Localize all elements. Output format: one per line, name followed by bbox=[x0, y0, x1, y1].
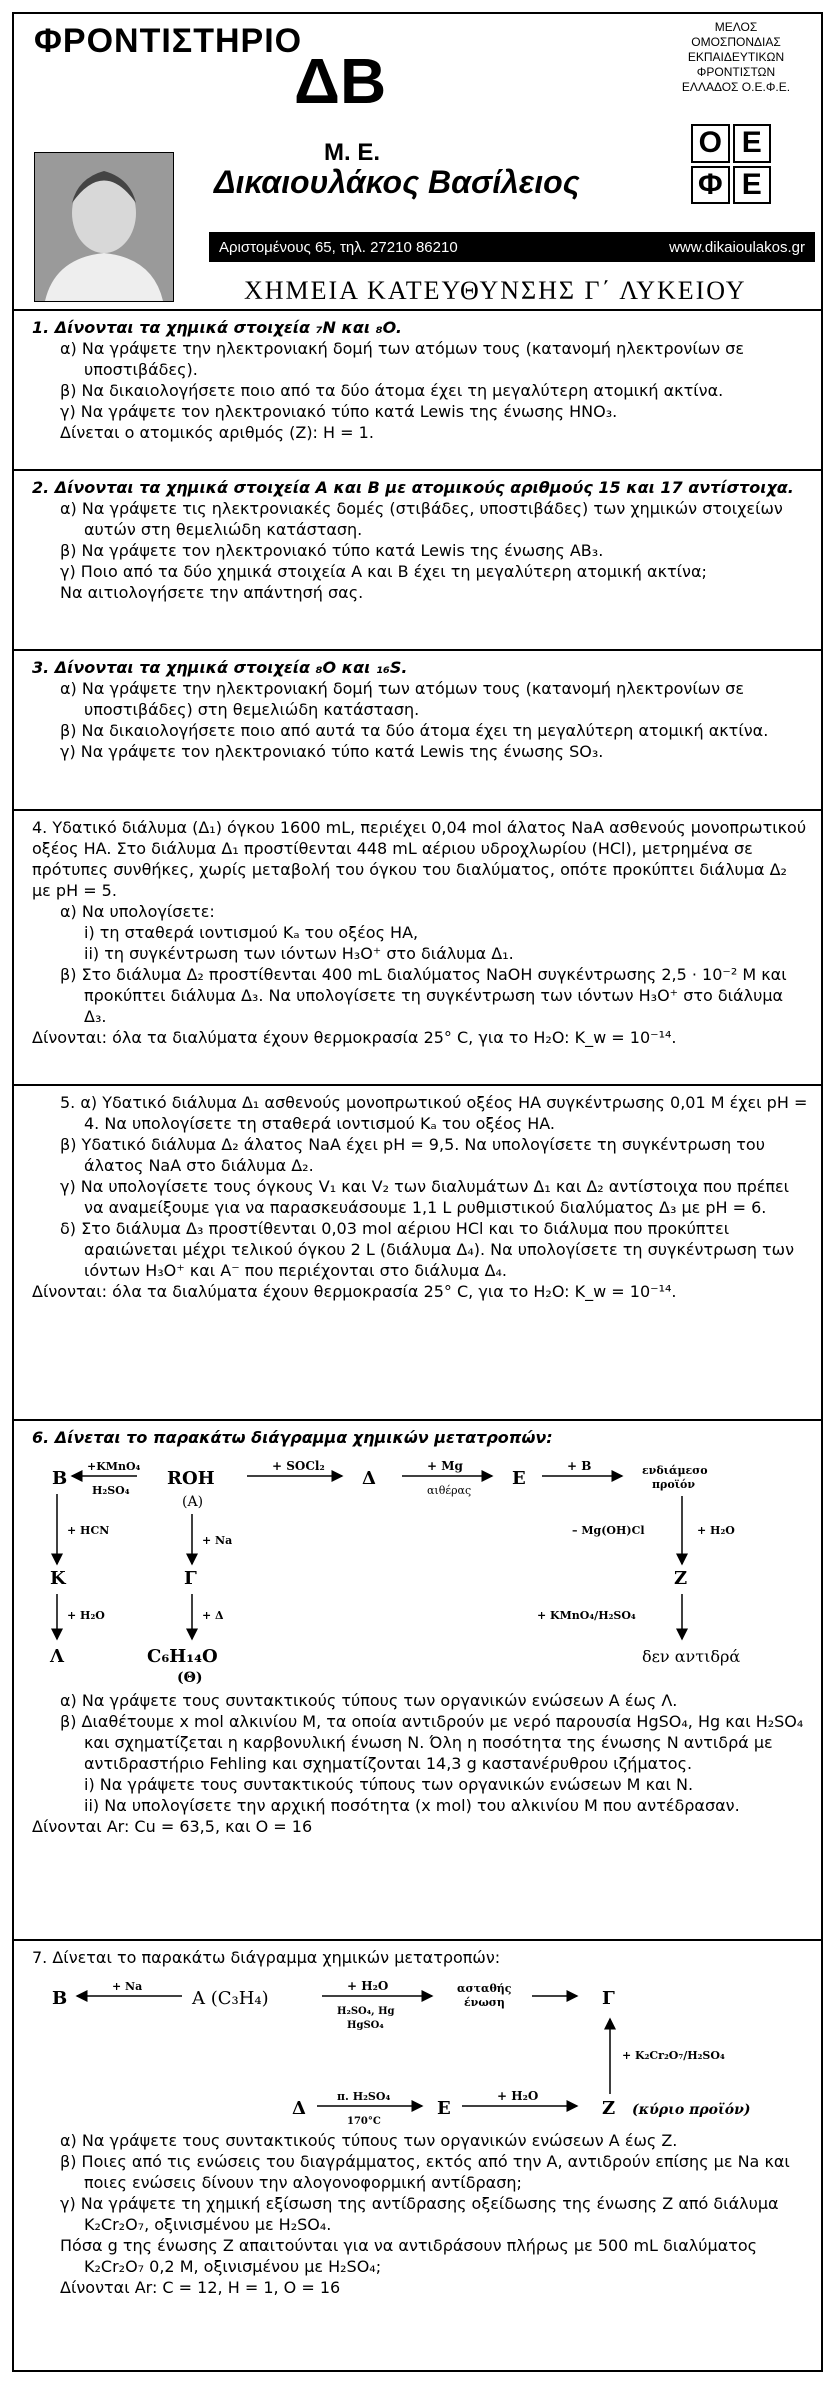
worksheet bbox=[12, 12, 823, 2372]
question-part: β) Να δικαιολογήσετε ποιο από τα δύο άτομα έχει τη μεγαλύτερη ατομική ακτίνα. bbox=[60, 381, 724, 400]
logo-me: Μ. Ε. bbox=[324, 139, 381, 166]
reagent-label: HgSO₄ bbox=[347, 2020, 384, 2031]
address-bar bbox=[209, 232, 815, 262]
reagent-label: + SOCl₂ bbox=[272, 1459, 325, 1473]
question-part bbox=[60, 1092, 809, 1134]
member-line: ΕΛΛΑΔΟΣ Ο.Ε.Φ.Ε. bbox=[681, 80, 791, 94]
node-unstable: ασταθής bbox=[457, 1982, 512, 1995]
oefe-letter: Ε bbox=[733, 124, 772, 163]
node-unstable: ένωση bbox=[464, 1996, 505, 2009]
question-part: α) Να γράψετε τις ηλεκτρονιακές δομές (στιβάδες, υποστιβάδες) των χημικών στοιχείων αυτών στη θεμελιώδη κατάσταση. bbox=[60, 499, 783, 539]
node-D: Δ bbox=[292, 2098, 306, 2119]
question-part: Δίνονται: όλα τα διαλύματα έχουν θερμοκρασία 25° C, για το H₂O: K_w = 10⁻¹⁴. bbox=[32, 1282, 677, 1301]
reagent-label: αιθέρας bbox=[427, 1484, 472, 1497]
question-title: 2. Δίνονται τα χημικά στοιχεία A και B με ατομικούς αριθμούς 15 και 17 αντίστοιχα. bbox=[32, 478, 794, 497]
reagent-label: + H₂O bbox=[697, 1524, 735, 1537]
node-G: Γ bbox=[602, 1988, 615, 2009]
question-4 bbox=[14, 811, 821, 1086]
node-TH-label: (Θ) bbox=[177, 1670, 203, 1684]
question-part: β) Στο διάλυμα Δ₂ προστίθενται 400 mL διαλύματος NaOH συγκέντρωσης 2,5 · 10⁻² M και προκύπτει διάλυμα Δ₃. Να υπολογίσετε τη συγκέντρωση των ιόντων H₃O⁺ στο διάλυμα Δ₃. bbox=[60, 965, 787, 1026]
question-part: γ) Ποιο από τα δύο χημικά στοιχεία A και B έχει τη μεγαλύτερη ατομική ακτίνα; bbox=[60, 562, 707, 581]
reagent-label: + HCN bbox=[67, 1524, 110, 1537]
question-part: β) Να δικαιολογήσετε ποιο από αυτά τα δύο άτομα έχει τη μεγαλύτερη ατομική ακτίνα. bbox=[60, 721, 769, 740]
reagent-label: + KMnO₄/H₂SO₄ bbox=[537, 1609, 636, 1622]
reagent-label: + Na bbox=[112, 1980, 143, 1993]
membership-text bbox=[661, 20, 811, 95]
reagent-label: + H₂O bbox=[497, 2089, 539, 2103]
question-part: γ) Να γράψετε τον ηλεκτρονιακό τύπο κατά Lewis της ένωσης SO₃. bbox=[60, 742, 604, 761]
question-part: γ) Να υπολογίσετε τους όγκους V₁ και V₂ των διαλυμάτων Δ₁ και Δ₂ αντίστοιχα που πρέπει να αναμείξουμε για να παρασκευάσουμε 1,1 L ρυθμιστικού διαλύματος Δ₃ με pH = 6. bbox=[60, 1177, 790, 1217]
question-part: α) Να γράψετε τους συντακτικούς τύπους των οργανικών ενώσεων A έως Z. bbox=[60, 2131, 678, 2150]
reagent-label: + Δ bbox=[202, 1609, 224, 1622]
oefe-letter: Ε bbox=[733, 166, 772, 205]
question-text: α) Υδατικό διάλυμα Δ₁ ασθενούς μονοπρωτικού οξέος HA συγκέντρωσης 0,01 M έχει pH = 4. Να υπολογίσετε τη σταθερά ιοντισμού Kₐ του οξέος HA. bbox=[80, 1093, 808, 1133]
question-part: β) Διαθέτουμε x mol αλκινίου M, τα οποία αντιδρούν με νερό παρουσία HgSO₄, Hg και H₂SO₄ και σχηματίζεται η καρβονυλική ένωση N. Όλη η ποσότητα της ένωσης N αντιδρά με αντιδραστήριο Fehling και σχηματίζονται 14,3 g καστανέρυθρου ιζήματος. bbox=[60, 1712, 804, 1773]
node-E: E bbox=[437, 2098, 451, 2119]
question-part: i) Να γράψετε τους συντακτικούς τύπους των οργανικών ενώσεων M και N. bbox=[84, 1775, 694, 1794]
member-line: ΟΜΟΣΠΟΝΔΙΑΣ bbox=[691, 35, 781, 49]
question-part: Δίνεται ο ατομικός αριθμός (Z): H = 1. bbox=[60, 423, 374, 442]
reagent-label: + K₂Cr₂O₇/H₂SO₄ bbox=[622, 2049, 725, 2062]
question-part: Πόσα g της ένωσης Z απαιτούνται για να αντιδράσουν πλήρως με 500 mL διαλύματος K₂Cr₂O₇ 0,2 M, οξινισμένου με H₂SO₄; bbox=[60, 2236, 758, 2276]
reagent-label: π. H₂SO₄ bbox=[337, 2090, 391, 2103]
question-part: Δίνονται: όλα τα διαλύματα έχουν θερμοκρασία 25° C, για το H₂O: K_w = 10⁻¹⁴. bbox=[32, 1028, 677, 1047]
reagent-label: +KMnO₄ bbox=[87, 1460, 141, 1473]
question-title: 7. Δίνεται το παρακάτω διάγραμμα χημικών μετατροπών: bbox=[32, 1948, 501, 1967]
question-part: β) Ποιες από τις ενώσεις του διαγράμματος, εκτός από την A, αντιδρούν επίσης με Na και ποιες ενώσεις δίνουν την αλογονοφορμική αντίδραση; bbox=[60, 2152, 790, 2192]
question-part: i) τη σταθερά ιοντισμού Kₐ του οξέος HA, bbox=[84, 923, 419, 942]
question-6 bbox=[14, 1421, 821, 1941]
question-part: β) Υδατικό διάλυμα Δ₂ άλατος NaA έχει pH = 9,5. Να υπολογίσετε τη συγκέντρωση του άλατος NaA στο διάλυμα Δ₂. bbox=[60, 1135, 765, 1175]
question-1 bbox=[14, 311, 821, 471]
reagent-label: 170°C bbox=[347, 2116, 381, 2124]
subject-title: ΧΗΜΕΙΑ ΚΑΤΕΥΘΥΝΣΗΣ Γ΄ ΛΥΚΕΙΟΥ bbox=[244, 276, 747, 305]
logo-mark: ΔΒ bbox=[294, 45, 387, 117]
question-part: α) Να γράψετε την ηλεκτρονιακή δομή των ατόμων τους (κατανομή ηλεκτρονίων σε υποστιβάδες). bbox=[60, 339, 744, 379]
node-D: Δ bbox=[362, 1468, 376, 1489]
member-line: ΕΚΠΑΙΔΕΥΤΙΚΩΝ bbox=[687, 50, 785, 64]
node-B: B bbox=[52, 1468, 68, 1489]
question-part: α) Να υπολογίσετε: bbox=[60, 902, 215, 921]
brand-title: ΦΡΟΝΤΙΣΤΗΡΙΟ bbox=[34, 22, 303, 60]
reagent-label: + Na bbox=[202, 1534, 233, 1547]
question-part: ii) Να υπολογίσετε την αρχική ποσότητα (x mol) του αλκινίου M που αντέδρασαν. bbox=[84, 1796, 740, 1815]
question-5 bbox=[14, 1086, 821, 1421]
question-title: 4. Υδατικό διάλυμα (Δ₁) όγκου 1600 mL, περιέχει 0,04 mol άλατος NaA ασθενούς μονοπρωτικού οξέος HA. Στο διάλυμα Δ₁ προστίθενται 448 mL αέριου υδροχλωρίου (HCl), μετρημένα σε πρότυπες συνθήκες, χωρίς μεταβολή του όγκου του διαλύματος, οπότε προκύπτει διάλυμα Δ₂ με pH = 5. bbox=[32, 818, 807, 900]
node-B: B bbox=[52, 1988, 68, 2009]
reagent-label: H₂SO₄ bbox=[92, 1484, 130, 1497]
node-Z: Z bbox=[674, 1568, 688, 1589]
reagent-label: + H₂O bbox=[347, 1979, 389, 1993]
oefe-letter: Ο bbox=[691, 124, 730, 163]
node-G: Γ bbox=[184, 1568, 197, 1589]
question-2 bbox=[14, 471, 821, 651]
question-part: ii) τη συγκέντρωση των ιόντων H₃O⁺ στο διάλυμα Δ₁. bbox=[84, 944, 514, 963]
question-part: γ) Να γράψετε τη χημική εξίσωση της αντίδρασης οξείδωσης της ένωσης Z από διάλυμα K₂Cr₂O₇, οξινισμένου με H₂SO₄. bbox=[60, 2194, 779, 2234]
node-no-reaction: δεν αντιδρά bbox=[642, 1647, 741, 1666]
node-A-label: (A) bbox=[182, 1494, 204, 1510]
node-C6H14O: C₆H₁₄O bbox=[147, 1646, 218, 1667]
node-L: Λ bbox=[50, 1646, 64, 1667]
question-title: 1. Δίνονται τα χημικά στοιχεία ₇N και ₈O. bbox=[32, 318, 403, 337]
author-photo bbox=[34, 152, 174, 302]
author-name: Δικαιουλάκος Βασίλειος bbox=[214, 164, 580, 200]
address: Αριστομένους 65, τηλ. 27210 86210 bbox=[219, 238, 458, 256]
question-title: 3. Δίνονται τα χημικά στοιχεία ₈O και ₁₆S. bbox=[32, 658, 408, 677]
question-part: α) Να γράψετε τους συντακτικούς τύπους των οργανικών ενώσεων A έως Λ. bbox=[60, 1691, 678, 1710]
question-part: β) Να γράψετε τον ηλεκτρονιακό τύπο κατά Lewis της ένωσης AB₃. bbox=[60, 541, 604, 560]
question-number: 5. bbox=[60, 1093, 76, 1112]
question-title: 6. Δίνεται το παρακάτω διάγραμμα χημικών μετατροπών: bbox=[32, 1428, 553, 1447]
node-intermediate: ενδιάμεσο bbox=[642, 1464, 708, 1477]
reagent-label: + B bbox=[567, 1459, 592, 1473]
question-part: δ) Στο διάλυμα Δ₃ προστίθενται 0,03 mol αέριου HCl και το διάλυμα που προκύπτει αραιώνεται μέχρι τελικού όγκου 2 L (διάλυμα Δ₄). Να υπολογίσετε τη συγκέντρωση των ιόντων H₃O⁺ και A⁻ που περιέχονται στο διάλυμα Δ₄. bbox=[60, 1219, 795, 1280]
website-link[interactable]: www.dikaioulakos.gr bbox=[669, 238, 805, 256]
reaction-diagram-7 bbox=[32, 1974, 809, 2124]
main-product-label: (κύριο προϊόν) bbox=[632, 2102, 751, 2118]
question-part: Δίνονται Ar: C = 12, H = 1, O = 16 bbox=[60, 2278, 341, 2297]
question-7 bbox=[14, 1941, 821, 2366]
question-3 bbox=[14, 651, 821, 811]
member-line: ΜΕΛΟΣ bbox=[714, 20, 758, 34]
member-line: ΦΡΟΝΤΙΣΤΩΝ bbox=[696, 65, 776, 79]
node-K: K bbox=[50, 1568, 66, 1589]
portrait-icon bbox=[35, 153, 173, 301]
question-part: α) Να γράψετε την ηλεκτρονιακή δομή των ατόμων τους (κατανομή ηλεκτρονίων σε υποστιβάδες) στη θεμελιώδη κατάσταση. bbox=[60, 679, 744, 719]
question-part: Να αιτιολογήσετε την απάντησή σας. bbox=[60, 583, 364, 602]
node-intermediate: προϊόν bbox=[652, 1478, 695, 1491]
reagent-label: + Mg bbox=[427, 1459, 463, 1473]
node-ROH: ROH bbox=[167, 1468, 215, 1489]
question-part: Δίνονται Ar: Cu = 63,5, και O = 16 bbox=[32, 1817, 313, 1836]
node-Z: Z bbox=[602, 2098, 616, 2119]
header bbox=[14, 14, 821, 311]
oefe-logo bbox=[691, 124, 771, 204]
oefe-letter: Φ bbox=[691, 166, 730, 205]
reagent-label: – Mg(OH)Cl bbox=[572, 1524, 645, 1537]
node-E: E bbox=[512, 1468, 526, 1489]
question-part: γ) Να γράψετε τον ηλεκτρονιακό τύπο κατά Lewis της ένωσης HNO₃. bbox=[60, 402, 618, 421]
node-A: A (C₃H₄) bbox=[192, 1988, 269, 2009]
reaction-diagram-6 bbox=[32, 1454, 809, 1684]
reagent-label: + H₂O bbox=[67, 1609, 105, 1622]
reagent-label: H₂SO₄, Hg bbox=[337, 2006, 395, 2017]
